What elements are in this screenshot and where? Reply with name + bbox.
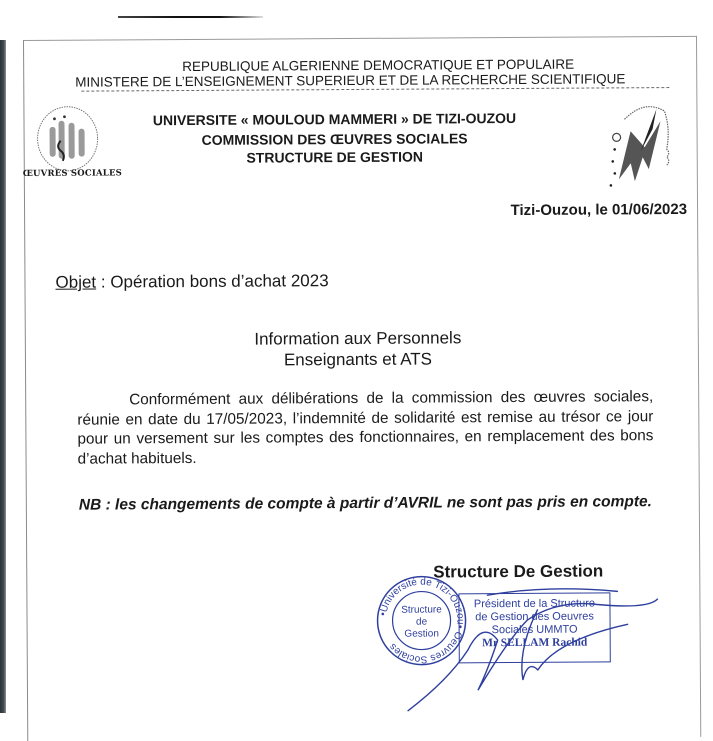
date-line: Tizi-Ouzou, le 01/06/2023 [510,200,688,220]
round-stamp-ring-text: •Université de Tizi-Ouzou• Oeuvres Sociales [377,576,466,665]
subject-line [55,271,328,293]
structure-name: STRUCTURE DE GESTION [246,148,424,166]
scan-artifact-line [118,16,263,18]
round-stamp-center-1: Structure [401,604,442,616]
document-page [23,36,701,741]
information-heading-line2: Enseignants et ATS [283,349,433,370]
commission-name: COMMISSION DES ŒUVRES SOCIALES [201,130,468,148]
rect-stamp-line3: Sociales UMMTO [491,623,578,637]
body-text: Conformément aux délibérations de la commission des œuvres sociales, réunie en date du 17/05/2023, l’indemnité de solidarité est remise au trésor ce jour pour un versement sur les comptes des fonctionnaires, en remplacement des bons d’achat habituels. [77,388,654,468]
body-paragraph [77,387,653,469]
university-name: UNIVERSITE « MOULOUD MAMMERI » DE TIZI-OUZOU [152,109,517,129]
round-stamp-center-2: de [415,616,428,628]
rect-stamp-signatory: Mr SELLAM Rachid [482,636,588,650]
subject-label: Objet [55,272,97,292]
signature-title: Structure De Gestion [433,561,604,582]
subject-separator: : [96,272,111,292]
note-paragraph: NB : les changements de compte à partir d’AVRIL ne sont pas pris en compte. [78,493,652,514]
round-stamp-center-3: Gestion [404,628,439,640]
ministry-heading: MINISTERE DE L’ENSEIGNEMENT SUPERIEUR ET DE LA RECHERCHE SCIENTIFIQUE [75,71,626,90]
information-heading-line1: Information aux Personnels [254,328,462,349]
rect-stamp-line1: Président de la Structure [473,597,596,611]
subject-text: Opération bons d’achat 2023 [110,271,329,292]
ummto-university-logo-icon [604,99,675,194]
rect-stamp-line2: de Gestion des Oeuvres [475,610,594,624]
logo-caption: ŒUVRES SOCIALES [22,168,123,180]
republic-heading: REPUBLIQUE ALGERIENNE DEMOCRATIQUE ET POPULAIRE [182,56,575,75]
handwritten-signature-icon [387,579,678,721]
